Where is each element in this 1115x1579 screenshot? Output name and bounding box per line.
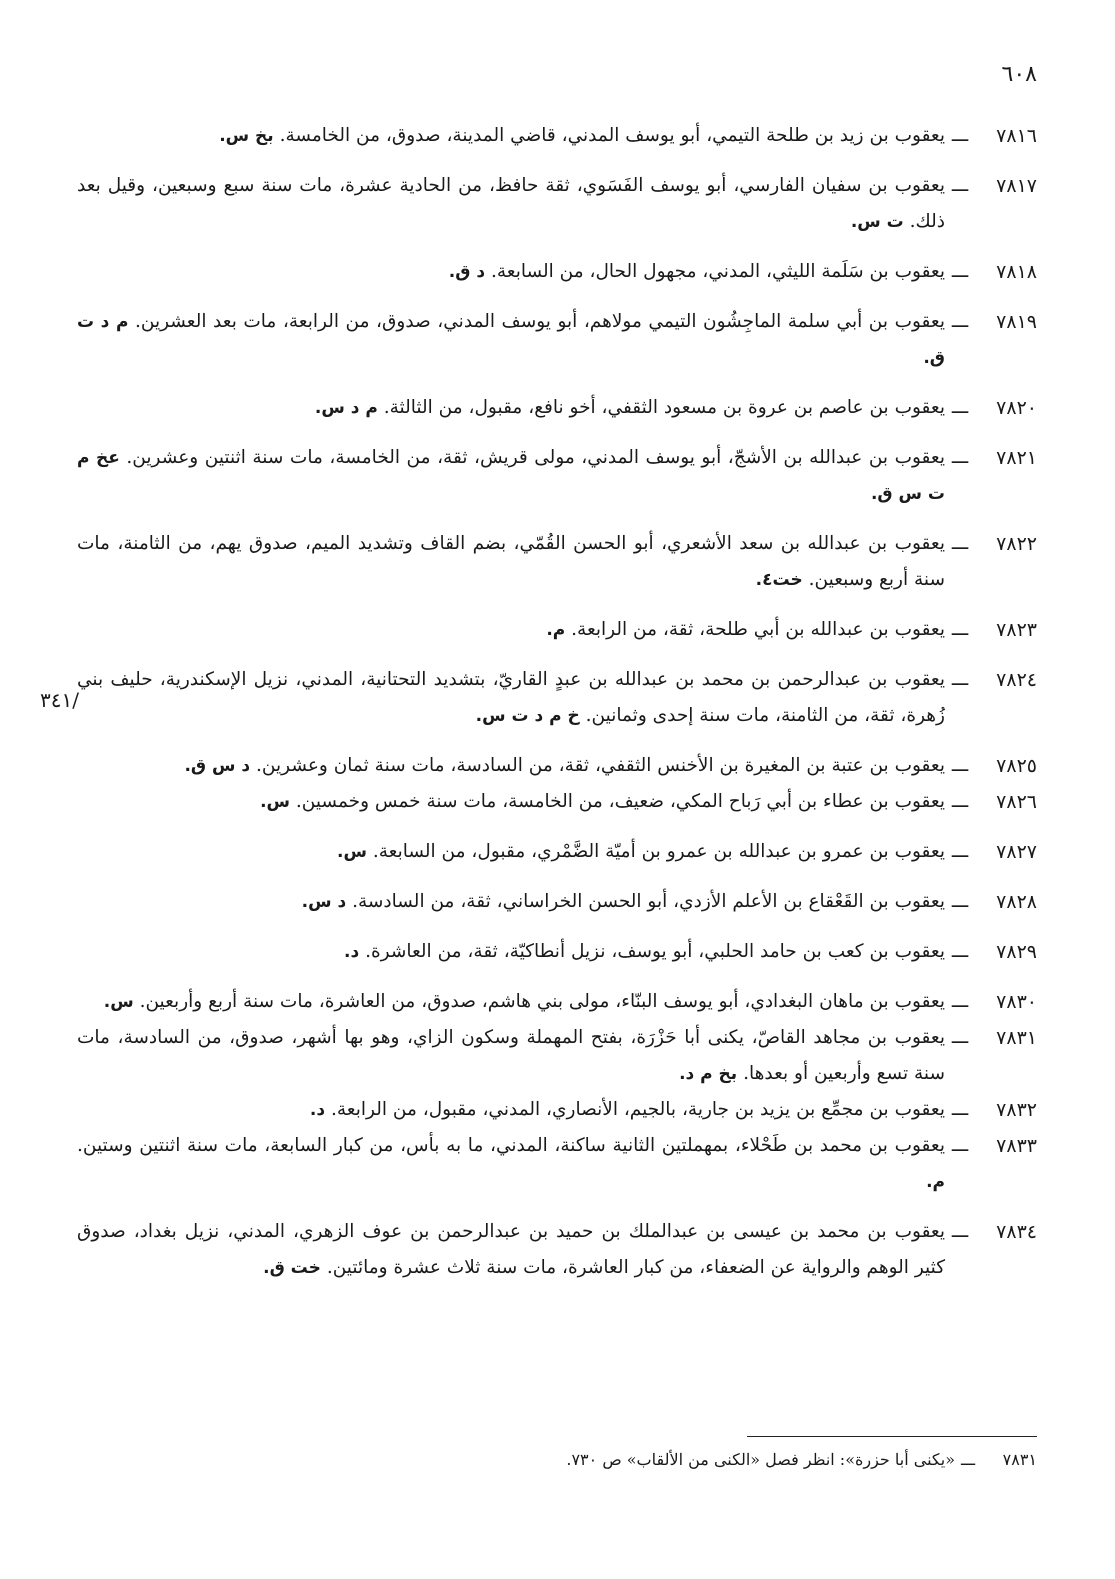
entry-dash: ـــ — [951, 1099, 969, 1120]
entry — [77, 254, 1037, 290]
entry — [77, 118, 1037, 154]
entry-text: يعقوب بن زيد بن طلحة التيمي، أبو يوسف المدني، قاضي المدينة، صدوق، من الخامسة. بخ س. — [219, 125, 945, 146]
entry-text: يعقوب بن أبي سلمة الماجِشُون التيمي مولاهم، أبو يوسف المدني، صدوق، من الرابعة، مات بعد العشرين. م د ت ق. — [77, 311, 945, 368]
entry-number: ٧٨٢٢ — [996, 533, 1037, 555]
footnote-text: «يكنى أبا حزرة»: انظر فصل «الكنى من الألقاب» ص ٧٣٠. — [566, 1450, 955, 1469]
symbols: د س ق. — [184, 756, 251, 776]
entry-dash: ـــ — [951, 175, 969, 196]
symbols: خ م د ت س. — [475, 706, 580, 726]
entry-text: يعقوب بن سَلَمة الليثي، المدني، مجهول الحال، من السابعة. د ق. — [448, 261, 945, 282]
symbols: د س. — [301, 892, 347, 912]
symbols: م د س. — [314, 398, 378, 418]
entry-text: يعقوب بن عبدالله بن سعد الأشعري، أبو الحسن القُمّي، بضم القاف وتشديد الميم، صدوق يهم، من الثامنة، مات سنة أربع وسبعين. خت٤. — [77, 533, 945, 590]
entry — [77, 662, 1037, 734]
symbols: ت س. — [850, 212, 904, 232]
entry-dash: ـــ — [951, 311, 969, 332]
entry-text: يعقوب بن عطاء بن أبي رَباح المكي، ضعيف، من الخامسة، مات سنة خمس وخمسين. س. — [260, 791, 945, 812]
entry-dash: ـــ — [951, 619, 969, 640]
entry — [77, 1020, 1037, 1092]
entry-dash: ـــ — [951, 755, 969, 776]
entry-text: يعقوب بن عاصم بن عروة بن مسعود الثقفي، أخو نافع، مقبول، من الثالثة. م د س. — [314, 397, 945, 418]
entry-number: ٧٨١٦ — [996, 125, 1037, 147]
symbols: خت٤. — [755, 570, 803, 590]
entry-number: ٧٨١٧ — [996, 175, 1037, 197]
entry — [77, 440, 1037, 512]
entry-text: يعقوب بن عبدالله بن أبي طلحة، ثقة، من الرابعة. م. — [546, 619, 945, 640]
entry — [77, 1092, 1037, 1128]
entry-text: يعقوب بن مجمِّع بن يزيد بن جارية، بالجيم، الأنصاري، المدني، مقبول، من الرابعة. د. — [309, 1099, 945, 1120]
symbols: م د ت ق. — [77, 312, 945, 368]
entry — [77, 884, 1037, 920]
entry-dash: ـــ — [951, 447, 969, 468]
footnote-dash: ـــ — [960, 1450, 976, 1469]
footnote-number: ٧٨٣١ — [1002, 1450, 1037, 1469]
symbols: د. — [343, 942, 360, 962]
entry-dash: ـــ — [951, 533, 969, 554]
entry-number: ٧٨٢٩ — [996, 941, 1037, 963]
entry-dash: ـــ — [951, 791, 969, 812]
entry-text: يعقوب بن محمد بن عيسى بن عبدالملك بن حميد بن عبدالرحمن بن عوف الزهري، المدني، نزيل بغداد، صدوق كثير الوهم والرواية عن الضعفاء، من كبار العاشرة، مات سنة ثلاث عشرة ومائتين. خت ق. — [77, 1221, 945, 1278]
entry-number: ٧٨١٩ — [996, 311, 1037, 333]
entry-list — [77, 118, 1037, 1300]
entry — [77, 612, 1037, 648]
entry-number: ٧٨٣٢ — [996, 1099, 1037, 1121]
symbols: خت ق. — [263, 1258, 321, 1278]
entry — [77, 984, 1037, 1020]
entry-text: يعقوب بن ماهان البغدادي، أبو يوسف البنّاء، مولى بني هاشم، صدوق، من العاشرة، مات سنة أربع وأربعين. س. — [103, 991, 945, 1012]
symbols: بخ م د. — [679, 1064, 738, 1084]
entry-text: يعقوب بن مجاهد القاصّ، يكنى أبا حَزْرَة، بفتح المهملة وسكون الزاي، وهو بها أشهر، صدوق، من السادسة، مات سنة تسع وأربعين أو بعدها. بخ م د. — [77, 1027, 945, 1084]
entry-number: ٧٨٢٥ — [996, 755, 1037, 777]
margin-reference: /٣٤١ — [40, 688, 79, 712]
symbols: م. — [926, 1172, 945, 1192]
entry — [77, 834, 1037, 870]
entry — [77, 304, 1037, 376]
page-number: ٦٠٨ — [1001, 62, 1037, 87]
entry-dash: ـــ — [951, 991, 969, 1012]
entry-dash: ـــ — [951, 125, 969, 146]
entry-number: ٧٨٣٠ — [996, 991, 1037, 1013]
entry-number: ٧٨٢١ — [996, 447, 1037, 469]
footnote-divider — [747, 1436, 1037, 1437]
symbols: بخ س. — [219, 126, 274, 146]
entry-number: ٧٨٢٤ — [996, 669, 1037, 691]
entry-number: ٧٨٣١ — [996, 1027, 1037, 1049]
entry — [77, 934, 1037, 970]
entry-dash: ـــ — [951, 669, 969, 690]
entry-text: يعقوب بن عمرو بن عبدالله بن عمرو بن أميّة الضَّمْري، مقبول، من السابعة. س. — [337, 841, 945, 862]
symbols: س. — [260, 792, 290, 812]
entry-dash: ـــ — [951, 1221, 969, 1242]
entry-number: ٧٨١٨ — [996, 261, 1037, 283]
entry-dash: ـــ — [951, 1135, 969, 1156]
symbols: س. — [337, 842, 367, 862]
entry-dash: ـــ — [951, 941, 969, 962]
footnote — [77, 1446, 1037, 1474]
entry-dash: ـــ — [951, 841, 969, 862]
entry-number: ٧٨٢٠ — [996, 397, 1037, 419]
entry-number: ٧٨٣٤ — [996, 1221, 1037, 1243]
entry-text: يعقوب بن القَعْقاع بن الأعلم الأزدي، أبو الحسن الخراساني، ثقة، من السادسة. د س. — [301, 891, 945, 912]
symbols: د ق. — [448, 262, 486, 282]
entry-dash: ـــ — [951, 891, 969, 912]
entry — [77, 784, 1037, 820]
entry — [77, 390, 1037, 426]
symbols: س. — [103, 992, 134, 1012]
entry-number: ٧٨٢٨ — [996, 891, 1037, 913]
entry — [77, 526, 1037, 598]
entry — [77, 748, 1037, 784]
entry-number: ٧٨٢٧ — [996, 841, 1037, 863]
symbols: م. — [546, 620, 566, 640]
entry — [77, 168, 1037, 240]
entry-text: يعقوب بن عتبة بن المغيرة بن الأخنس الثقفي، ثقة، من السادسة، مات سنة ثمان وعشرين. د س ق. — [184, 755, 945, 776]
entry-text: يعقوب بن كعب بن حامد الحلبي، أبو يوسف، نزيل أنطاكيّة، ثقة، من العاشرة. د. — [343, 941, 945, 962]
entry-text: يعقوب بن عبدالله بن الأشجّ، أبو يوسف المدني، مولى قريش، ثقة، من الخامسة، مات سنة اثنتين وعشرين. عخ م ت س ق. — [77, 447, 945, 504]
entry-dash: ـــ — [951, 397, 969, 418]
symbols: عخ م ت س ق. — [77, 448, 945, 504]
symbols: د. — [309, 1100, 326, 1120]
entry-text: يعقوب بن محمد بن طَحْلاء، بمهملتين الثانية ساكنة، المدني، ما به بأس، من كبار السابعة، مات سنة اثنتين وستين. م. — [77, 1135, 945, 1192]
entry-text: يعقوب بن سفيان الفارسي، أبو يوسف الفَسَوي، ثقة حافظ، من الحادية عشرة، مات سنة سبع وسبعين، وقيل بعد ذلك. ت س. — [77, 175, 945, 232]
entry-number: ٧٨٢٣ — [996, 619, 1037, 641]
entry-dash: ـــ — [951, 261, 969, 282]
entry — [77, 1214, 1037, 1286]
entry-number: ٧٨٢٦ — [996, 791, 1037, 813]
entry-number: ٧٨٣٣ — [996, 1135, 1037, 1157]
entry-dash: ـــ — [951, 1027, 969, 1048]
entry — [77, 1128, 1037, 1200]
entry-text: يعقوب بن عبدالرحمن بن محمد بن عبدالله بن عبدٍ القاريّ، بتشديد التحتانية، المدني، نزيل الإسكندرية، حليف بني زُهرة، ثقة، من الثامنة، مات سنة إحدى وثمانين. خ م د ت س. — [77, 669, 945, 726]
